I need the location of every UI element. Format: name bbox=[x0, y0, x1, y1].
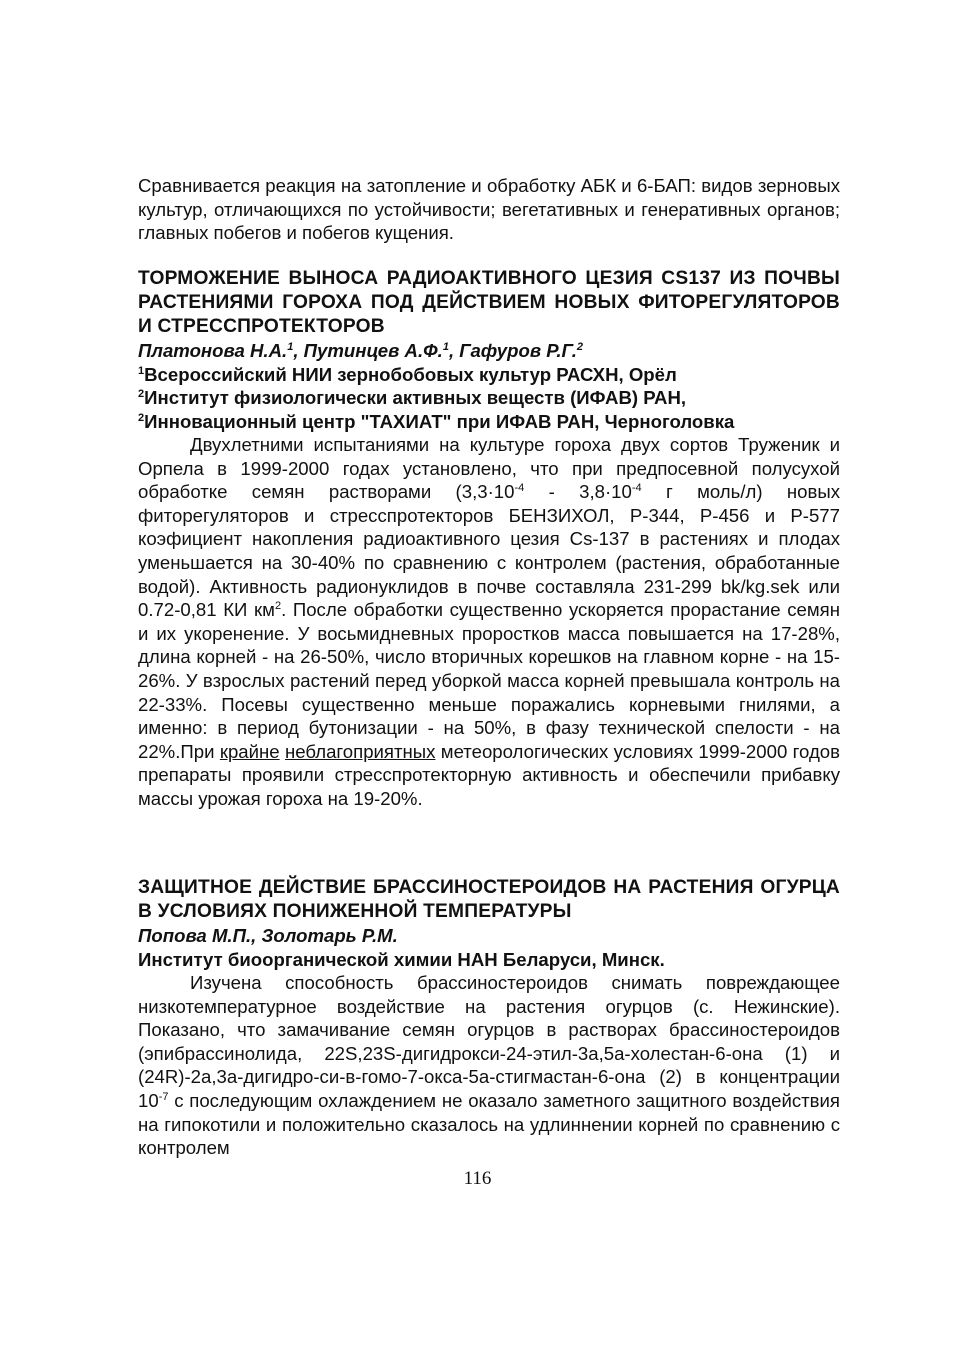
article-2-body bbox=[138, 971, 840, 1160]
intro-paragraph: Сравнивается реакция на затопление и обработку АБК и 6-БАП: видов зерновых культур, отличающихся по устойчивости; вегетативных и генеративных органов; главных побегов и побегов кущения. bbox=[138, 175, 840, 244]
article-1-title: ТОРМОЖЕНИЕ ВЫНОСА РАДИОАКТИВНОГО ЦЕЗИЯ CS137 ИЗ ПОЧВЫ РАСТЕНИЯМИ ГОРОХА ПОД ДЕЙСТВИЕМ НОВЫХ ФИТОРЕГУЛЯТОРОВ И СТРЕССПРОТЕКТОРОВ bbox=[138, 268, 840, 337]
article-1 bbox=[138, 267, 840, 811]
exponent: -4 bbox=[514, 482, 525, 495]
body-text: Двухлетними испытаниями на культуре гороха двух сортов Труженик и Орпела в 1999-2000 годах установлено, что при предпосевной полусухой обработке семян растворами (3,3·10 bbox=[138, 434, 840, 503]
article-1-affiliation bbox=[138, 410, 840, 434]
affiliation-sup: 2 bbox=[138, 388, 145, 400]
page-number: 116 bbox=[463, 1168, 492, 1189]
article-1-body bbox=[138, 433, 840, 811]
affiliation-text: Институт физиологически активных веществ (ИФАВ) РАН, bbox=[144, 387, 687, 408]
article-1-affiliation bbox=[138, 386, 840, 410]
affiliation-text: Всероссийский НИИ зернобобовых культур РАСХН, Орёл bbox=[144, 363, 677, 385]
body-text: - 3,8·10 bbox=[524, 481, 632, 503]
author-name: Путинцев А.Ф. bbox=[303, 340, 443, 361]
author-name: Платонова Н.А. bbox=[138, 340, 288, 361]
author-sup: 2 bbox=[576, 341, 584, 353]
article-2-title: ЗАЩИТНОЕ ДЕЙСТВИЕ БРАССИНОСТЕРОИДОВ НА РАСТЕНИЯ ОГУРЦА В УСЛОВИЯХ ПОНИЖЕННОЙ ТЕМПЕРАТУРЫ bbox=[138, 877, 840, 922]
body-text: Изучена способность брассиностероидов снимать повреждающее низкотемпературное воздействие на растения огурцов (с. Нежинские). Показано, что замачивание семян огурцов в растворах брассиностероидов (эпибрассинолида, 22S,23S-дигидрокси-24-этил-3a,5a-холестан-6-она (1) и (24R)-2a,3a-дигидро-си-в-гомо-7-окса-5a-стигмастан-6-она (2) в концентрации 10 bbox=[138, 972, 840, 1111]
exponent: 2 bbox=[274, 600, 282, 613]
affiliation-sup: 2 bbox=[138, 411, 145, 424]
body-text: г моль/л) новых фиторегуляторов и стресспротекторов БЕНЗИХОЛ, Р-344, Р-456 и Р-577 коэфициент накопления радиоактивного цезия Cs-137 в растениях и плодах уменьшается на 30-40% по сравнению с контролем (растения, обработанные водой). Активность радионуклидов в почве составляла 231-299 bk/kg.sek или 0.72-0,81 КИ км bbox=[138, 481, 841, 621]
body-text: . После обработки существенно ускоряется прорастание семян и их укоренение. У восьмидневных проростков масса повышается на 17-28%, длина корней - на 26-50%, число вторичных корешков на главном корне - на 15-26%. У взрослых растений перед уборкой масса корней превышала контроль на 22-33%. Посевы существенно меньше поражались корневыми гнилями, а именно: в период бутонизации - на 50%, в фазу технической спелости - на 22%.При bbox=[138, 599, 840, 762]
article-2-affiliation: Институт биоорганической химии НАН Беларуси, Минск. bbox=[138, 948, 665, 970]
exponent: -4 bbox=[631, 482, 642, 495]
affiliation-sup: 1 bbox=[138, 364, 145, 377]
underlined-word: крайне bbox=[219, 740, 280, 762]
article-1-authors: Платонова Н.А.$^1$, Путинцев А.Ф.$^1$, Гафуров Р.Г.$^2$ bbox=[138, 340, 584, 361]
exponent: -7 bbox=[158, 1090, 169, 1103]
intro-block bbox=[138, 174, 840, 245]
article-2 bbox=[138, 876, 840, 1160]
affiliation-text: Инновационный центр "ТАХИАТ" при ИФАВ РАН, Черноголовка bbox=[144, 410, 735, 432]
underlined-word: неблагоприятных bbox=[285, 740, 436, 762]
author-name: Гафуров Р.Г. bbox=[459, 340, 577, 361]
body-text: метеорологических условиях 1999-2000 годов препараты проявили стресспротекторную активность и обеспечили прибавку массы урожая гороха на 19-20%. bbox=[138, 740, 841, 809]
body-text: с последующим охлаждением не оказало заметного защитного воздействия на гипокотили и положительно сказалось на удлиннении корней по сравнению с контролем bbox=[138, 1089, 840, 1159]
article-1-affiliation bbox=[138, 363, 840, 387]
author-sup: 1 bbox=[442, 341, 449, 353]
article-2-authors: Попова М.П., Золотарь Р.М. bbox=[138, 925, 398, 946]
author-sup: 1 bbox=[287, 341, 294, 353]
